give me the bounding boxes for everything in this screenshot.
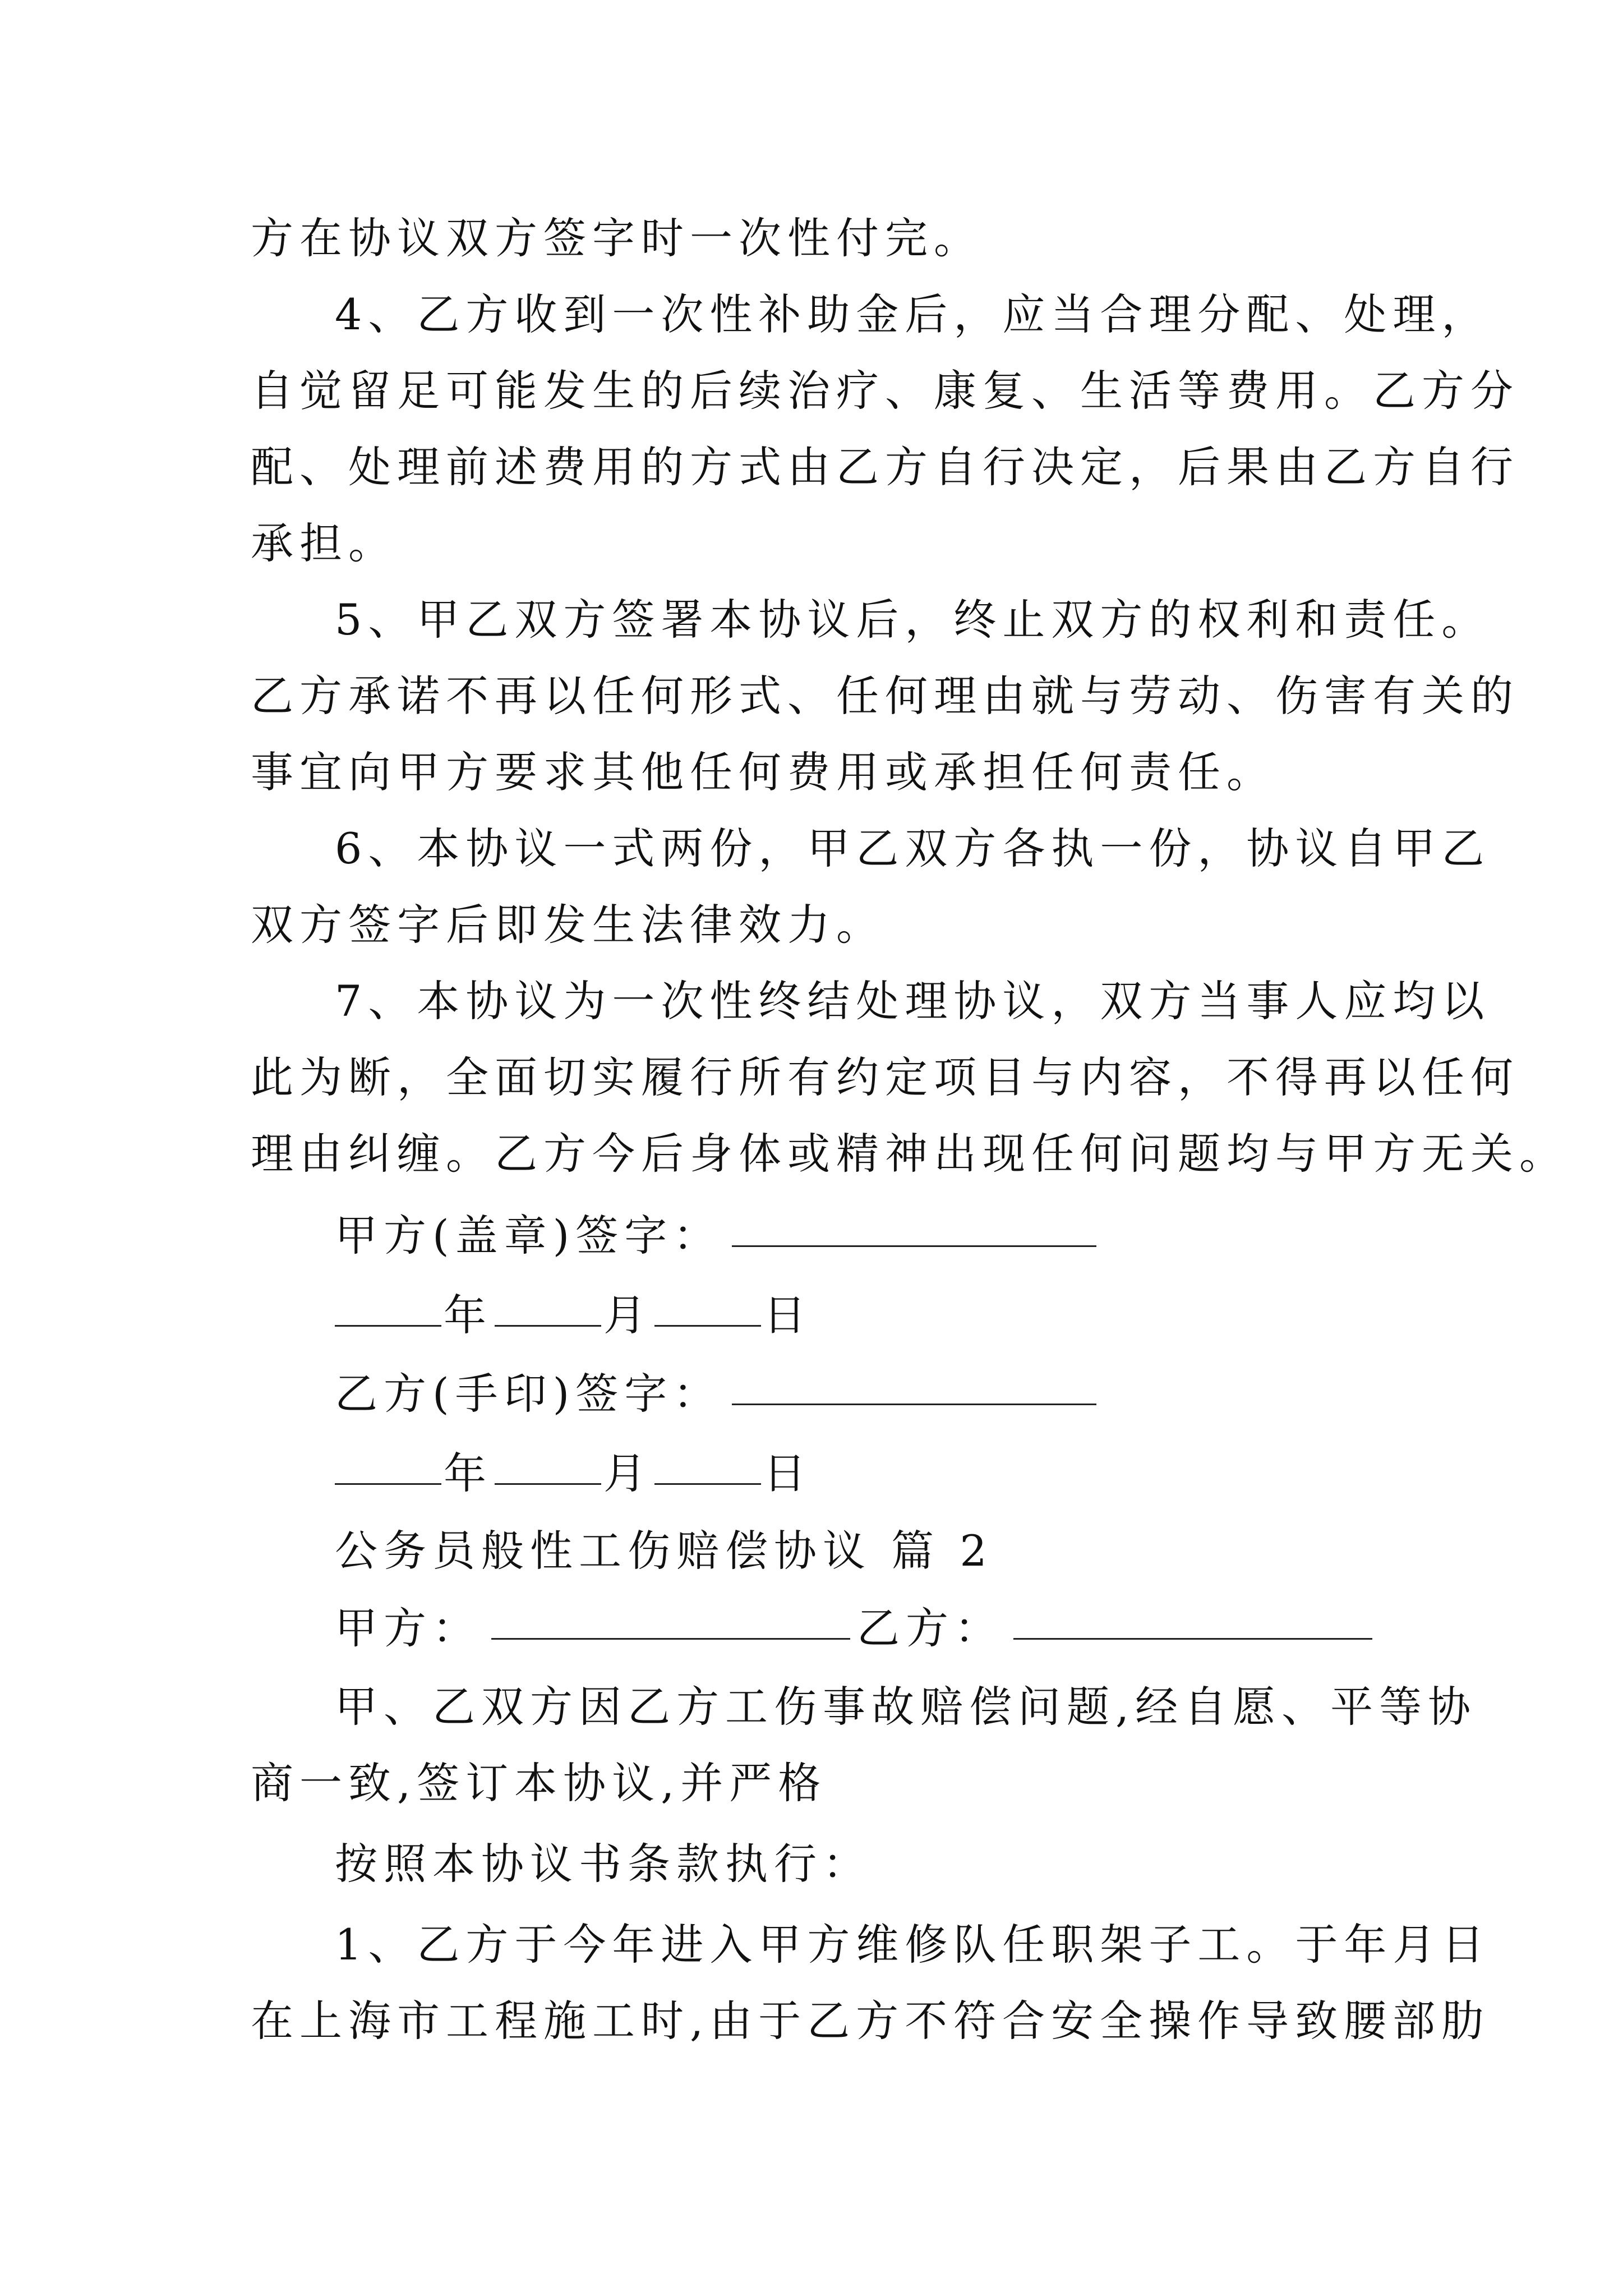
body-line: 乙方承诺不再以任何形式、任何理由就与劳动、伤害有关的 bbox=[251, 671, 1519, 721]
body-line: 在上海市工程施工时,由于乙方不符合安全操作导致腰部肋 bbox=[251, 1996, 1491, 2046]
year-label: 年 bbox=[444, 1448, 492, 1498]
body-line: 自觉留足可能发生的后续治疗、康复、生活等费用。乙方分 bbox=[251, 366, 1519, 416]
day-blank[interactable] bbox=[654, 1483, 761, 1485]
section-title: 公务员般性工伤赔偿协议 篇 2 bbox=[335, 1526, 993, 1576]
month-label: 月 bbox=[603, 1290, 652, 1340]
body-line: 双方签字后即发生法律效力。 bbox=[251, 900, 885, 950]
party-a-signature-blank[interactable] bbox=[732, 1245, 1096, 1247]
body-line: 按照本协议书条款执行： bbox=[335, 1839, 872, 1889]
party-a-signature-row bbox=[335, 1199, 1479, 1272]
party-b-signature-blank[interactable] bbox=[732, 1404, 1096, 1405]
body-line: 理由纠缠。乙方今后身体或精神出现任何问题均与甲方无关。 bbox=[251, 1129, 1568, 1179]
clause-5-line: 5、甲乙双方签署本协议后，终止双方的权利和责任。 bbox=[335, 595, 1491, 645]
party-a-name-blank[interactable] bbox=[491, 1638, 850, 1640]
clause-7-line: 7、本协议为一次性终结处理协议，双方当事人应均以 bbox=[335, 976, 1491, 1026]
party-b-label: 乙方： bbox=[857, 1603, 1003, 1653]
body-line: 此为断，全面切实履行所有约定项目与内容，不得再以任何 bbox=[251, 1052, 1519, 1102]
party-a-date-row bbox=[335, 1279, 1479, 1352]
body-line: 事宜向甲方要求其他任何费用或承担任何责任。 bbox=[251, 747, 1275, 797]
month-label: 月 bbox=[603, 1448, 652, 1498]
year-blank[interactable] bbox=[335, 1325, 441, 1327]
body-line: 承担。 bbox=[251, 518, 397, 568]
clause-4-line: 4、乙方收到一次性补助金后，应当合理分配、处理， bbox=[335, 289, 1491, 339]
year-blank[interactable] bbox=[335, 1483, 441, 1485]
day-label: 日 bbox=[763, 1290, 812, 1340]
day-blank[interactable] bbox=[654, 1325, 761, 1327]
clause-6-line: 6、本协议一式两份，甲乙双方各执一份，协议自甲乙 bbox=[335, 823, 1491, 873]
party-b-name-blank[interactable] bbox=[1013, 1638, 1372, 1640]
parties-row bbox=[335, 1592, 1479, 1665]
party-a-sign-label: 甲方(盖章)签字： bbox=[335, 1211, 722, 1260]
clause-1-line: 1、乙方于今年进入甲方维修队任职架子工。于年月日 bbox=[335, 1920, 1491, 1970]
year-label: 年 bbox=[444, 1290, 492, 1340]
day-label: 日 bbox=[763, 1448, 812, 1498]
party-b-signature-row bbox=[335, 1358, 1479, 1430]
body-line: 甲、乙双方因乙方工伤事故赔偿问题,经自愿、平等协 bbox=[335, 1682, 1477, 1732]
month-blank[interactable] bbox=[495, 1483, 601, 1485]
party-b-sign-label: 乙方(手印)签字： bbox=[335, 1369, 722, 1419]
body-line: 方在协议双方签字时一次性付完。 bbox=[251, 213, 983, 263]
party-b-date-row bbox=[335, 1437, 1479, 1510]
party-a-label: 甲方： bbox=[335, 1603, 481, 1653]
body-line: 配、处理前述费用的方式由乙方自行决定，后果由乙方自行 bbox=[251, 442, 1519, 492]
body-line: 商一致,签订本协议,并严格 bbox=[251, 1758, 827, 1808]
month-blank[interactable] bbox=[495, 1325, 601, 1327]
